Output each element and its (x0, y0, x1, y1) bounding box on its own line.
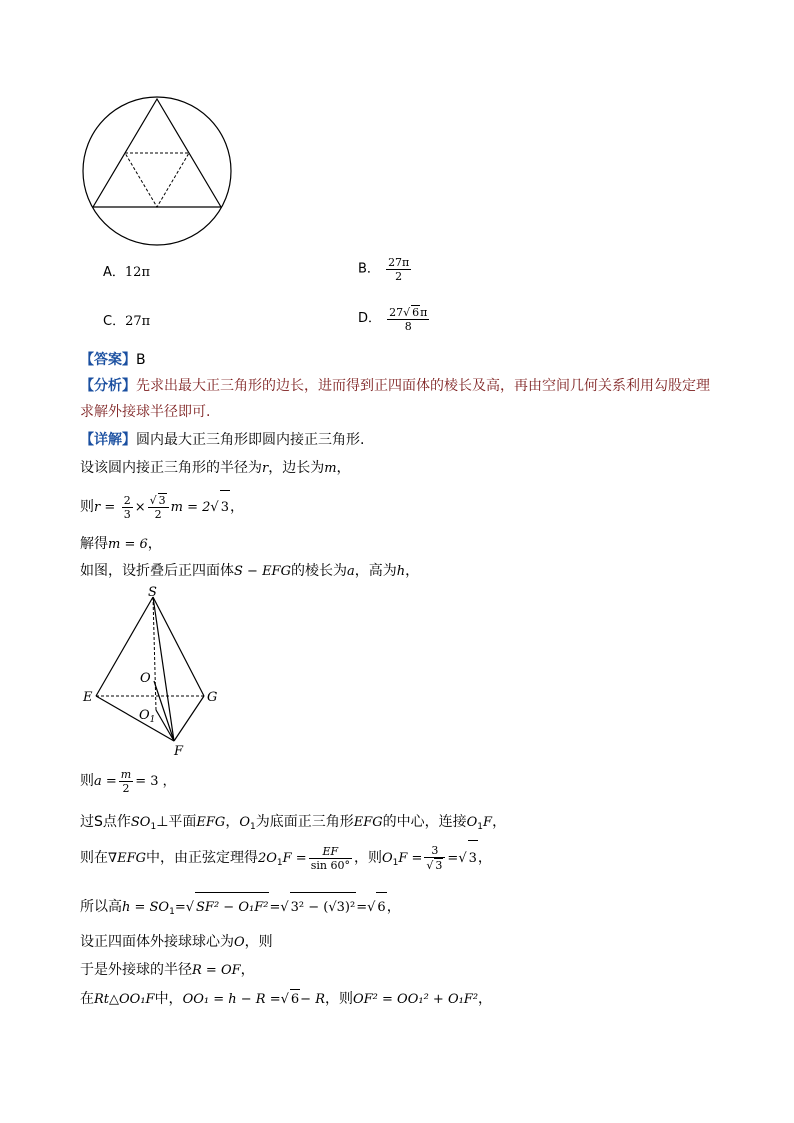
outer-circle (83, 97, 231, 245)
option-a: A．12π (103, 265, 150, 280)
detail-line-10: 设正四面体外接球球心为O，则 (80, 934, 273, 950)
label-g: G (207, 690, 218, 705)
detail-line-5: 如图，设折叠后正四面体S − EFG的棱长为a，高为h， (80, 563, 420, 579)
edge-ef (96, 696, 174, 741)
detail-line-1: 【详解】圆内最大正三角形即圆内接正三角形. (80, 432, 365, 448)
detail-line-6: 则a = $\frac{m}{2}$ = 3 ， (80, 767, 176, 795)
detail-line-3: 则r = $\frac{2}{3}$ × $\frac{√ 3}{2}$ m = 2√ 3， (80, 490, 244, 525)
analysis-line-2: 求解外接球半径即可. (80, 404, 211, 420)
option-d-fraction: $\frac{27√ 6\pi}{8}$ (389, 306, 428, 333)
inner-fold-triangle (125, 153, 189, 207)
label-o1: $O_1$ (139, 708, 156, 725)
option-b-fraction: $\frac{27\pi}{2}$ (388, 256, 410, 283)
label-f: F (174, 744, 184, 759)
label-e: E (83, 690, 93, 705)
detail-line-4: 解得m = 6， (80, 536, 162, 552)
option-c: C．27π (103, 314, 151, 329)
tetrahedron-figure (80, 585, 225, 760)
detail-line-9: 所以高$h = SO_1=√$ SF² − O₁F²=√ 3² − (√3)²=√ 6， (80, 892, 401, 927)
analysis-line-1: 【分析】先求出最大正三角形的边长，进而得到正四面体的棱长及高，再由空间几何关系利用勾股定理 (80, 378, 710, 394)
detail-line-7: 过S点作$SO_1\perp$平面EFG，$O_1$为底面正三角形EFG的中心，连接$O_1F$， (80, 814, 507, 832)
option-b: B． $\frac{27\pi}{2}$ (358, 256, 410, 283)
detail-line-11: 于是外接球的半径R = OF， (80, 962, 255, 978)
label-o: O (140, 671, 151, 686)
edge-gf (174, 696, 204, 741)
detail-line-8: 则在∇EFG中，由正弦定理得$2O_1F$ = $\frac{EF}{\sin 60^\circ}$ ，则$O_1F$ = $\frac{3}{√ 3}$ =√ 3， (80, 840, 492, 881)
answer-line: 【答案】B (80, 352, 146, 368)
option-d: D． $\frac{27√ 6\pi}{8}$ (358, 306, 428, 333)
label-s: S (148, 585, 157, 600)
detail-line-12: 在Rt△OO₁F中，OO₁ = h − R =√ 6− R，则OF² = OO₁² + O₁F²， (80, 989, 492, 1010)
circle-triangle-figure (82, 96, 234, 246)
detail-line-2: 设该圆内接正三角形的半径为r，边长为m， (80, 460, 351, 476)
